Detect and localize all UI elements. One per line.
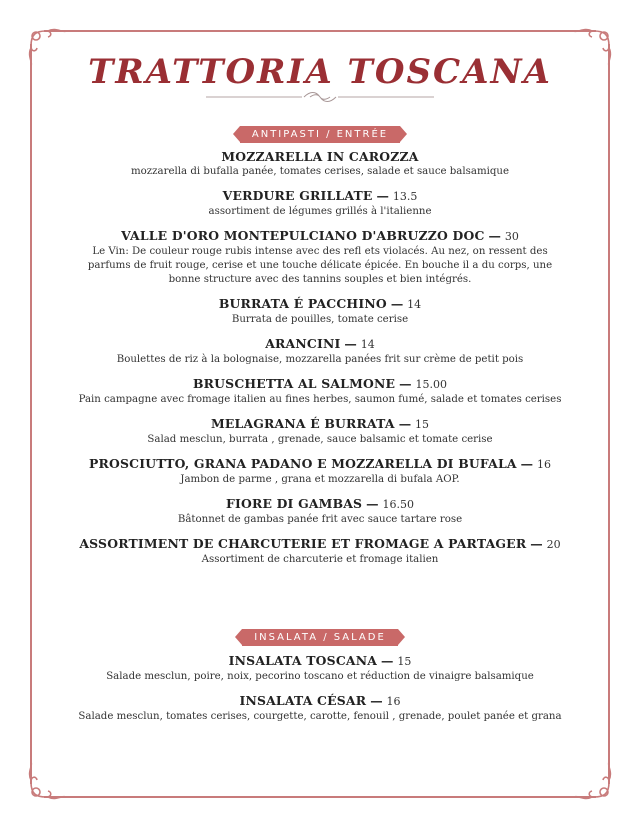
menu-item: PROSCIUTTO, GRANA PADANO E MOZZARELLA DI BUFALA — 16 Jambon de parme , grana et mozzarella di bufala AOP. — [72, 456, 568, 487]
menu-item: BRUSCHETTA AL SALMONE — 15.00 Pain campagne avec fromage italien au fines herbes, saumon fumé, salade et tomates cerises — [72, 376, 568, 407]
border-bottom — [44, 796, 596, 798]
item-name: MOZZARELLA IN CAROZZA — [221, 149, 419, 164]
item-description: Jambon de parme , grana et mozzarella di bufala AOP. — [180, 474, 460, 485]
item-price: 15 — [415, 418, 430, 431]
item-description: Boulettes de riz à la bolognaise, mozzarella panées frit sur crème de petit pois — [116, 354, 524, 365]
item-description: Assortiment de charcuterie et fromage italien — [201, 554, 439, 565]
item-description: Bâtonnet de gambas panée frit avec sauce tartare rose — [177, 514, 463, 525]
item-price: 30 — [504, 230, 519, 243]
border-right — [608, 44, 610, 784]
item-name: ARANCINI — [265, 336, 341, 351]
menu-item: INSALATA TOSCANA — 15 Salade mesclun, poire, noix, pecorino toscano et réduction de vinaigre balsamique — [72, 653, 568, 684]
item-price: 15.00 — [415, 378, 447, 391]
item-description: Salade mesclun, tomates cerises, courgette, carotte, fenouil , grenade, poulet panée et grana — [78, 711, 562, 722]
menu-item: ASSORTIMENT DE CHARCUTERIE ET FROMAGE A PARTAGER — 20 Assortiment de charcuterie et fromage italien — [72, 536, 568, 567]
item-description: Salad mesclun, burrata , grenade, sauce balsamic et tomate cerise — [147, 434, 493, 445]
section-items-antipasti — [72, 149, 568, 576]
item-price: 14 — [407, 298, 422, 311]
menu-item — [72, 149, 568, 179]
item-name: VALLE D'ORO MONTEPULCIANO D'ABRUZZO DOC — [121, 228, 485, 243]
menu-item: VALLE D'ORO MONTEPULCIANO D'ABRUZZO DOC — 30 Le Vin: De couleur rouge rubis intense avec des refl ets violacés. Au nez, on ressent des parfums de fruit rouge, cerise et une touche délicate épicée. En bouche il a du corps, une bonne structure avec des tannins souples et bien intégrés. — [72, 228, 568, 287]
border-left — [30, 44, 32, 784]
menu-item: ARANCINI — 14 Boulettes de riz à la bolognaise, mozzarella panées frit sur crème de petit pois — [72, 336, 568, 367]
item-name: VERDURE GRILLATE — [222, 188, 373, 203]
item-description: Salade mesclun, poire, noix, pecorino toscano et réduction de vinaigre balsamique — [106, 671, 534, 682]
section-label: ANTIPASTI / ENTRÉE — [240, 126, 400, 143]
item-price: 16 — [536, 458, 551, 471]
section-banner-antipasti — [0, 122, 640, 143]
restaurant-title: TRATTORIA TOSCANA — [88, 52, 552, 92]
section-banner-insalata — [0, 625, 640, 646]
item-price: 14 — [360, 338, 375, 351]
menu-item: FIORE DI GAMBAS — 16.50 Bâtonnet de gambas panée frit avec sauce tartare rose — [72, 496, 568, 527]
section-label: INSALATA / SALADE — [242, 629, 398, 646]
item-name: PROSCIUTTO, GRANA PADANO E MOZZARELLA DI BUFALA — [89, 456, 517, 471]
item-price: 13.5 — [392, 190, 418, 203]
item-name: FIORE DI GAMBAS — [225, 496, 363, 511]
corner-flourish-icon — [572, 760, 618, 806]
menu-item: VERDURE GRILLATE — 13.5 assortiment de légumes grillés à l'italienne — [72, 188, 568, 219]
border-top — [44, 30, 596, 32]
corner-flourish-icon — [22, 760, 68, 806]
item-price: 15 — [397, 655, 412, 668]
item-price: 20 — [546, 538, 561, 551]
item-description: mozzarella di bufalla panée, tomates cerises, salade et sauce balsamique — [131, 166, 509, 177]
item-description: Le Vin: De couleur rouge rubis intense avec des refl ets violacés. Au nez, on ressent des parfums de fruit rouge, cerise et une touche délicate épicée. En bouche il a du corps, une bonne structure avec des tannins souples et bien intégrés. — [87, 246, 553, 285]
item-description: Pain campagne avec fromage italien au fines herbes, saumon fumé, salade et tomates cerises — [78, 394, 562, 405]
menu-item: INSALATA CÉSAR — 16 Salade mesclun, tomates cerises, courgette, carotte, fenouil , grenade, poulet panée et grana — [72, 693, 568, 724]
menu-item: BURRATA É PACCHINO — 14 Burrata de pouilles, tomate cerise — [72, 296, 568, 327]
item-name: MELAGRANA É BURRATA — [210, 416, 395, 431]
item-name: BURRATA É PACCHINO — [218, 296, 387, 311]
item-price: 16 — [386, 695, 401, 708]
item-description: assortiment de légumes grillés à l'italienne — [208, 206, 432, 217]
item-description: Burrata de pouilles, tomate cerise — [231, 314, 409, 325]
title-divider-ornament-icon — [206, 90, 434, 104]
item-price: 16.50 — [382, 498, 415, 511]
section-items-insalata — [72, 653, 568, 733]
item-name: ASSORTIMENT DE CHARCUTERIE ET FROMAGE A PARTAGER — [79, 536, 527, 551]
item-name: INSALATA CÉSAR — [239, 693, 367, 708]
menu-item: MELAGRANA É BURRATA — 15 Salad mesclun, burrata , grenade, sauce balsamic et tomate cerise — [72, 416, 568, 447]
item-name: INSALATA TOSCANA — [228, 653, 378, 668]
item-name: BRUSCHETTA AL SALMONE — [193, 376, 396, 391]
